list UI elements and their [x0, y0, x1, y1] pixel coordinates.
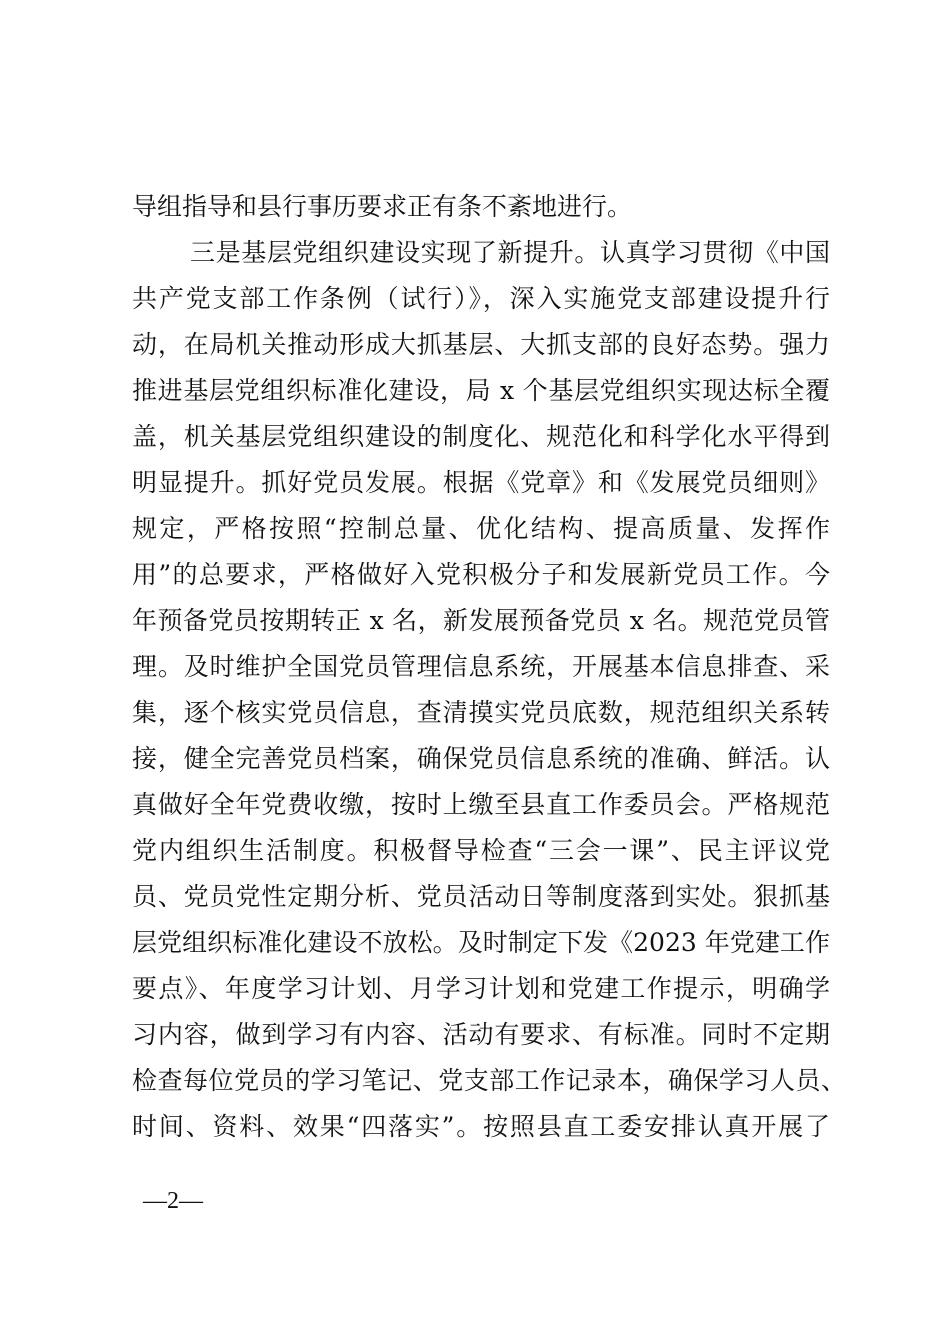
text-line: 导组指导和县行事历要求正有条不紊地进行。 [132, 192, 633, 221]
text-line: 真做好全年党费收缴，按时上缴至县直工作委员会。严格规范 [132, 790, 830, 819]
text-line: 用”的总要求，严格做好入党积极分子和发展新党员工作。今 [132, 560, 830, 589]
page-number: —2— [143, 1188, 203, 1214]
text-line: 习内容，做到学习有内容、活动有要求、有标准。同时不定期 [132, 1020, 830, 1049]
text-line: 共产党支部工作条例（试行）》，深入实施党支部建设提升行 [132, 284, 830, 313]
text-line: 明显提升。抓好党员发展。根据《党章》和《发展党员细则》 [132, 468, 830, 497]
text-line: 盖，机关基层党组织建设的制度化、规范化和科学化水平得到 [132, 422, 830, 451]
document-body [132, 184, 846, 1150]
text-line: 接，健全完善党员档案，确保党员信息系统的准确、鲜活。认 [132, 744, 830, 773]
text-line: 年预备党员按期转正 x 名，新发展预备党员 x 名。规范党员管 [132, 606, 830, 635]
text-line: 理。及时维护全国党员管理信息系统，开展基本信息排查、采 [132, 652, 830, 681]
text-line: 推进基层党组织标准化建设，局 x 个基层党组织实现达标全覆 [132, 376, 830, 405]
text-line: 规定，严格按照“控制总量、优化结构、提高质量、发挥作 [132, 514, 830, 543]
text-line: 党内组织生活制度。积极督导检查“三会一课”、民主评议党 [132, 836, 830, 865]
text-line: 员、党员党性定期分析、党员活动日等制度落到实处。狠抓基 [132, 882, 830, 911]
text-line: 集，逐个核实党员信息，查清摸实党员底数，规范组织关系转 [132, 698, 830, 727]
paragraph-start-line: 三是基层党组织建设实现了新提升。认真学习贯彻《中国 [190, 238, 830, 267]
text-line: 检查每位党员的学习笔记、党支部工作记录本，确保学习人员、 [132, 1066, 846, 1095]
text-line: 动，在局机关推动形成大抓基层、大抓支部的良好态势。强力 [132, 330, 830, 359]
text-line: 时间、资料、效果“四落实”。按照县直工委安排认真开展了 [132, 1112, 830, 1141]
text-line: 要点》、年度学习计划、月学习计划和党建工作提示，明确学 [132, 974, 830, 1003]
text-line: 层党组织标准化建设不放松。及时制定下发《2023 年党建工作 [132, 928, 830, 957]
